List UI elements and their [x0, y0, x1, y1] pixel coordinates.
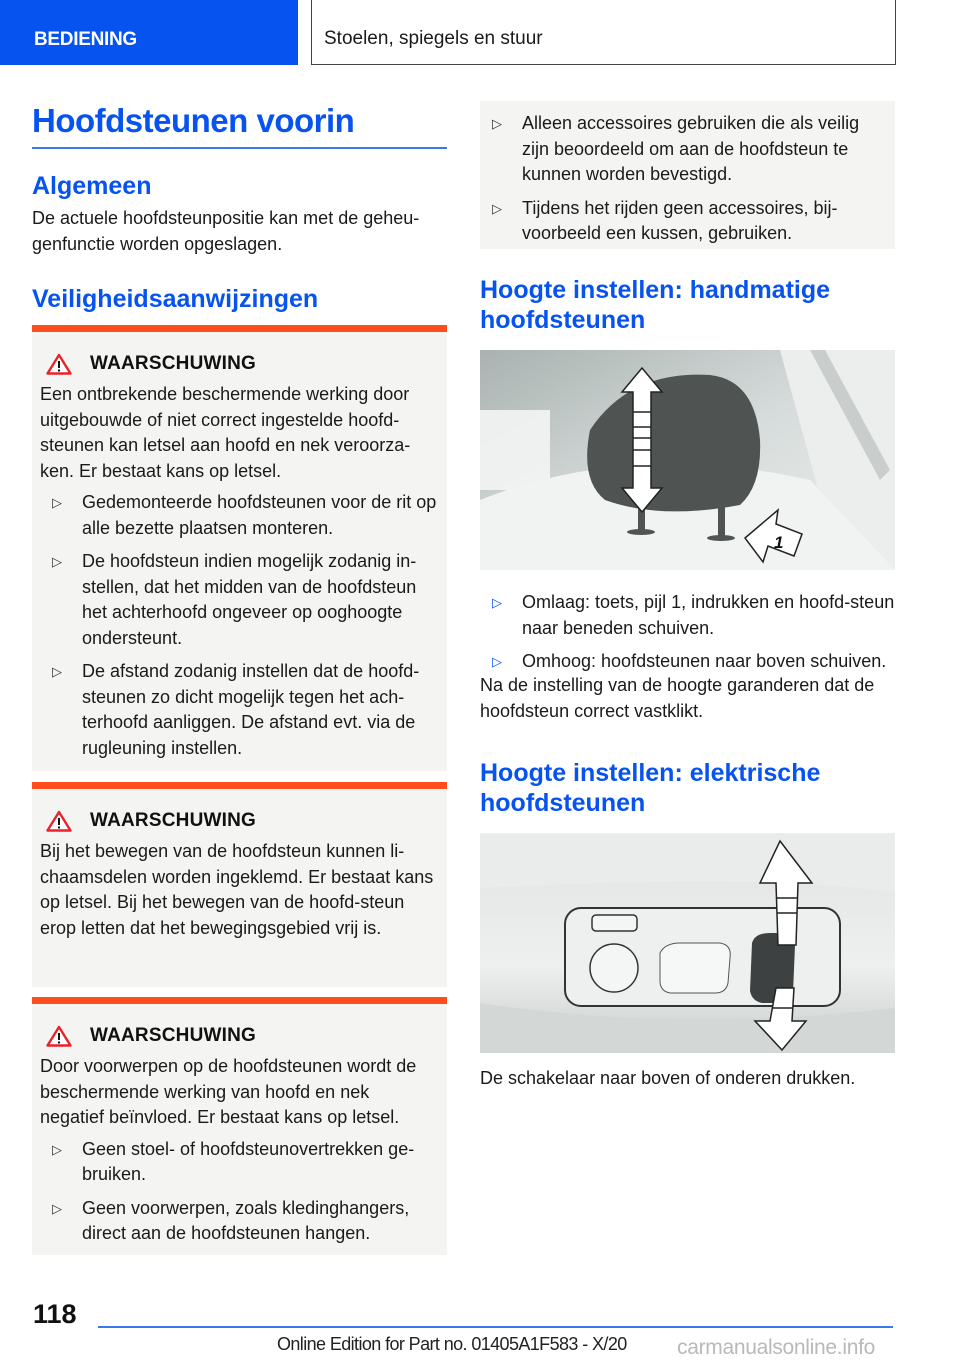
warning-triangle-icon — [46, 353, 72, 375]
warning-title: WAARSCHUWING — [90, 353, 256, 374]
list-item: ▷ De afstand zodanig instellen dat de hoofd-steunen zo dicht mogelijk tegen het ach-terhoofd aanliggen. De afstand evt. via de rugleuning instellen. — [52, 661, 420, 758]
list-item: ▷ Gedemonteerde hoofdsteunen voor de rit op alle bezette plaatsen monteren. — [52, 492, 437, 538]
list-item: ▷ Omlaag: toets, pijl 1, indrukken en hoofd-steun naar beneden schuiven. — [492, 592, 895, 638]
bullet-triangle-icon: ▷ — [52, 1200, 62, 1216]
warning-triangle-icon — [46, 1025, 72, 1047]
warning-title: WAARSCHUWING — [90, 810, 256, 831]
edition-info: Online Edition for Part no. 01405A1F583 - X/20 — [277, 1334, 627, 1354]
general-text: De actuele hoofdsteunpositie kan met de geheu-genfunctie worden opgeslagen. — [32, 208, 420, 254]
manual-heading: Hoogte instellen: handmatige hoofdsteunen — [480, 276, 831, 334]
list-item: ▷ Alleen accessoires gebruiken die als veilig zijn beoordeeld om aan de hoofdsteun te kunnen worden bevestigd. — [492, 113, 860, 184]
bullet-triangle-icon: ▷ — [492, 595, 502, 610]
list-item: ▷ Omhoog: hoofdsteunen naar boven schuiven. — [480, 649, 898, 675]
headrest-figure — [480, 350, 895, 570]
bullet-triangle-icon: ▷ — [492, 116, 502, 131]
section-label: BEDIENING — [34, 29, 137, 50]
section-tab — [0, 0, 298, 65]
bullet-triangle-icon: ▷ — [52, 554, 62, 569]
list-item: ▷ Tijdens het rijden geen accessoires, bij-voorbeeld een kussen, gebruiken. — [492, 197, 838, 243]
warning-text: Bij het bewegen van de hoofdsteun kunnen li-chaamsdelen worden ingeklemd. Er bestaat kans op letsel. Bij het bewegen van de hoofd-steun erop letten dat het bewegingsgebied vrij is. — [40, 841, 434, 938]
general-heading: Algemeen — [32, 172, 152, 200]
headrest-illustration — [480, 350, 895, 570]
warning-box-3 — [32, 997, 447, 1255]
footer-divider — [98, 1326, 893, 1328]
electric-caption: De schakelaar naar boven of onderen drukken. — [480, 1068, 856, 1088]
bullet-triangle-icon: ▷ — [52, 495, 62, 510]
list-item: ▷ Geen voorwerpen, zoals kledinghangers, direct aan de hoofdsteunen hangen. — [52, 1197, 410, 1243]
warning-text: Door voorwerpen op de hoofdsteunen wordt de beschermende werking van hoofd en nek negatief beïnvloed. Er bestaat kans op letsel. — [40, 1056, 417, 1127]
chapter-box — [311, 0, 896, 65]
bullet-triangle-icon: ▷ — [52, 664, 62, 679]
bullet-triangle-icon: ▷ — [52, 1141, 62, 1157]
bullet-triangle-icon: ▷ — [492, 654, 502, 669]
safety-heading: Veiligheidsaanwijzingen — [32, 285, 319, 313]
warning-continuation — [480, 101, 895, 249]
list-item: ▷ De hoofdsteun indien mogelijk zodanig in-stellen, dat het midden van de hoofdsteun het achterhoofd ongeveer op ooghoogte ondersteunt. — [52, 551, 417, 648]
warning-box-2 — [32, 782, 447, 987]
manual-note: Na de instelling van de hoogte garanderen dat de hoofdsteun correct vastklikt. — [480, 675, 875, 721]
page-number: 118 — [33, 1299, 77, 1329]
bullet-triangle-icon: ▷ — [492, 200, 502, 216]
callout-label: 1 — [774, 533, 784, 552]
chapter-label: Stoelen, spiegels en stuur — [324, 28, 543, 49]
seat-switch-illustration — [480, 833, 895, 1053]
watermark: carmanualsonline.info — [677, 1336, 875, 1359]
warning-text: Een ontbrekende beschermende werking door uitgebouwde of niet correct ingestelde hoofd-steunen kan letsel aan hoofd en nek veroorza-ken. Er bestaat kans op letsel. — [40, 384, 411, 481]
warning-triangle-icon — [46, 810, 72, 832]
warning-title: WAARSCHUWING — [90, 1025, 256, 1046]
list-item: ▷ Geen stoel- of hoofdsteunovertrekken ge-bruiken. — [52, 1138, 415, 1184]
seat-switch-figure — [480, 833, 895, 1053]
electric-heading: Hoogte instellen: elektrische hoofdsteunen — [480, 759, 821, 817]
warning-box-1 — [32, 325, 447, 771]
page-title: Hoofdsteunen voorin — [32, 102, 447, 149]
manual-steps — [480, 590, 898, 683]
